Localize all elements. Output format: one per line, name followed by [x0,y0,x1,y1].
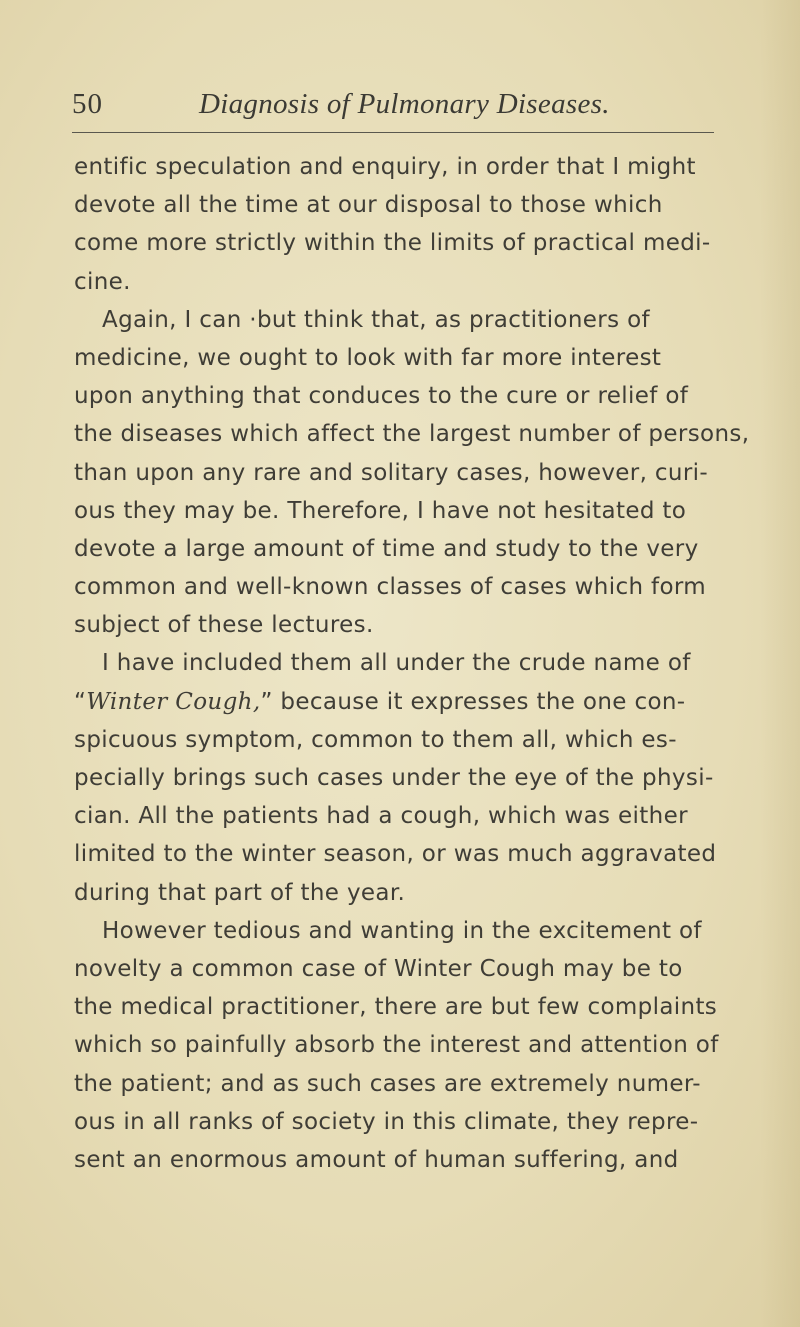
open-quote: “ [74,688,87,715]
text-line: common and well-known classes of cases which form [74,574,707,601]
text-line: devote all the time at our disposal to those which [74,192,663,219]
header-rule [72,132,714,133]
text-line: sent an enormous amount of human suffering, and [74,1146,679,1173]
text-line: spicuous symptom, common to them all, which es- [74,726,677,753]
paragraph-first-line: Again, I can ·but think that, as practitioners of [102,306,650,333]
text-line: entific speculation and enquiry, in order that I might [74,154,696,180]
text-line: limited to the winter season, or was much aggravated [74,841,717,868]
paragraph-first-line: However tedious and wanting in the excitement of [102,917,702,944]
italic-term: Winter Cough, [86,688,261,715]
text-line: the patient; and as such cases are extremely numer- [74,1070,701,1097]
text-line: medicine, we ought to look with far more interest [74,344,662,371]
text-line: than upon any rare and solitary cases, however, curi- [74,459,709,486]
text-line: the medical practitioner, there are but few complaints [74,994,718,1021]
text-line: subject of these lectures. [74,612,374,639]
line-remainder: ” because it expresses the one con- [260,688,686,715]
text-line: ous in all ranks of society in this climate, they repre- [74,1108,699,1135]
text-line: upon anything that conduces to the cure or relief of [74,383,689,410]
text-line: which so painfully absorb the interest and attention of [74,1032,719,1059]
page-edge-shadow [760,0,800,1327]
paragraph-first-line: I have included them all under the crude name of [102,650,691,677]
text-line: cine. [74,268,131,295]
text-line-with-italic [74,683,734,721]
text-line: devote a large amount of time and study to the very [74,535,699,562]
page-number: 50 [72,88,103,120]
text-line: ous they may be. Therefore, I have not hesitated to [74,497,687,524]
text-line: during that part of the year. [74,879,406,906]
body-text [74,148,750,1179]
page-header [72,88,712,128]
text-line: the diseases which affect the largest number of persons, [74,421,750,448]
running-head: Diagnosis of Pulmonary Diseases. [199,88,610,120]
text-line: novelty a common case of Winter Cough may be to [74,955,683,982]
text-line: cian. All the patients had a cough, which was either [74,803,688,830]
text-line: pecially brings such cases under the eye of the physi- [74,765,714,791]
text-line: come more strictly within the limits of practical medi- [74,230,711,257]
